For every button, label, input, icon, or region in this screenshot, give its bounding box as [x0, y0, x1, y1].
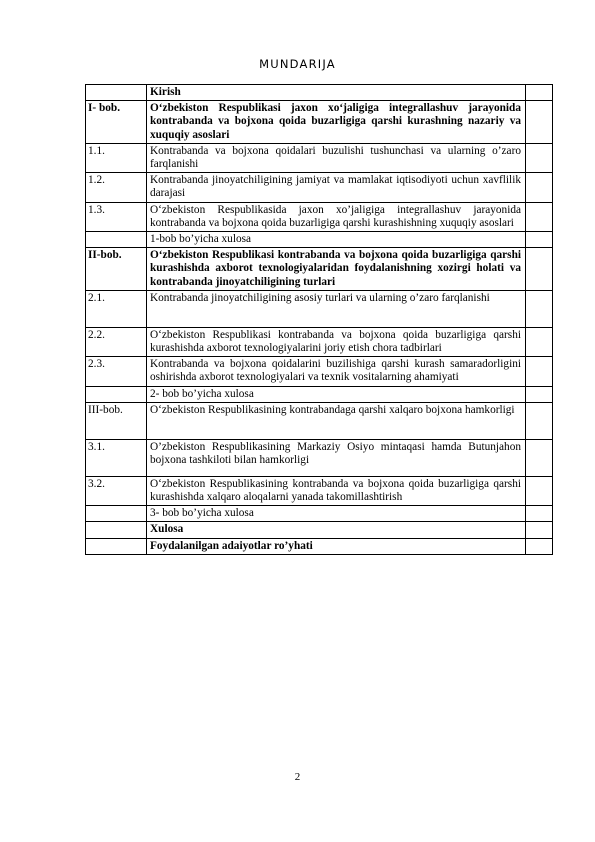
section-page	[526, 402, 553, 439]
section-title: O‘zbekiston Respublikasining kontrabanda va bojxona qoida buzarligiga qarshi kurashishda xalqaro aloqalarni yanada takomillashtirish	[147, 476, 526, 505]
section-number: 3.1.	[86, 439, 147, 476]
section-title: Xulosa	[147, 522, 526, 538]
section-title: 3- bob bo’yicha xulosa	[147, 506, 526, 522]
section-title: Kirish	[147, 85, 526, 101]
section-number: 1.3.	[86, 202, 147, 231]
table-row	[86, 439, 553, 476]
section-title: O‘zbekiston Respublikasida jaxon xo’jaligiga integrallashuv jarayonida kontrabanda va bojxona qoida buzarligiga qarshi kurashishning xuquqiy asoslari	[147, 202, 526, 231]
section-number: 1.2.	[86, 173, 147, 202]
section-number	[86, 538, 147, 554]
section-number: II-bob.	[86, 248, 147, 291]
table-row	[86, 101, 553, 144]
section-title: O‘zbekiston Respublikasi kontrabanda va bojxona qoida buzarligiga qarshi kurashishda axborot texnologiyalarini joriy etish chora tadbirlari	[147, 327, 526, 356]
section-number: I- bob.	[86, 101, 147, 144]
section-title: 2- bob bo’yicha xulosa	[147, 386, 526, 402]
section-number	[86, 232, 147, 248]
table-row	[86, 202, 553, 231]
table-row	[86, 522, 553, 538]
page-title: MUNDARIJA	[259, 57, 336, 71]
contents-table	[85, 84, 553, 555]
section-number: 3.2.	[86, 476, 147, 505]
table-row	[86, 357, 553, 386]
section-title: O‘zbekiston Respublikasi jaxon xo‘jaligiga integrallashuv jarayonida kontrabanda va bojxona qoida buzarligiga qarshi kurashning nazariy va xuquqiy asoslari	[147, 101, 526, 144]
section-page	[526, 506, 553, 522]
section-number: 2.1.	[86, 290, 147, 327]
section-page	[526, 173, 553, 202]
section-number: III-bob.	[86, 402, 147, 439]
table-row	[86, 402, 553, 439]
table-row	[86, 143, 553, 172]
section-page	[526, 232, 553, 248]
section-title: O’zbekiston Respublikasining Markaziy Osiyo mintaqasi hamda Butunjahon bojxona tashkiloti bilan hamkorligi	[147, 439, 526, 476]
section-page	[526, 202, 553, 231]
section-title: O‘zbekiston Respublikasining kontrabandaga qarshi xalqaro bojxona hamkorligi	[147, 402, 526, 439]
section-number: 2.2.	[86, 327, 147, 356]
page-number: 2	[294, 771, 301, 783]
section-page	[526, 538, 553, 554]
section-page	[526, 386, 553, 402]
section-page	[526, 439, 553, 476]
section-page	[526, 101, 553, 144]
section-page	[526, 327, 553, 356]
section-page	[526, 476, 553, 505]
section-title: O‘zbekiston Respublikasi kontrabanda va bojxona qoida buzarligiga qarshi kurashishda axborot texnologiyalaridan foydalanishning xozirgi holati va kontrabanda jinoyatchiligining turlari	[147, 248, 526, 291]
table-row	[86, 173, 553, 202]
section-title: Kontrabanda va bojxona qoidalarini buzilishiga qarshi kurash samaradorligini oshirishda axborot texnologiyalari va texnik vositalarning ahamiyati	[147, 357, 526, 386]
table-row	[86, 248, 553, 291]
section-page	[526, 290, 553, 327]
section-page	[526, 85, 553, 101]
table-row	[86, 476, 553, 505]
table-row	[86, 506, 553, 522]
section-title: 1-bob bo’yicha xulosa	[147, 232, 526, 248]
section-title: Kontrabanda jinoyatchiligining asosiy turlari va ularning o’zaro farqlanishi	[147, 290, 526, 327]
contents-table-body	[86, 85, 553, 555]
table-row	[86, 232, 553, 248]
section-number	[86, 506, 147, 522]
section-number	[86, 522, 147, 538]
section-page	[526, 357, 553, 386]
section-title: Kontrabanda jinoyatchiligining jamiyat va mamlakat iqtisodiyoti uchun xavflilik darajasi	[147, 173, 526, 202]
table-row	[86, 538, 553, 554]
section-page	[526, 522, 553, 538]
table-row	[86, 386, 553, 402]
section-number: 2.3.	[86, 357, 147, 386]
section-page	[526, 248, 553, 291]
section-title: Kontrabanda va bojxona qoidalari buzulishi tushunchasi va ularning o’zaro farqlanishi	[147, 143, 526, 172]
section-number	[86, 386, 147, 402]
section-page	[526, 143, 553, 172]
table-row	[86, 85, 553, 101]
table-row	[86, 327, 553, 356]
section-number	[86, 85, 147, 101]
section-number: 1.1.	[86, 143, 147, 172]
section-title: Foydalanilgan adaiyotlar ro’yhati	[147, 538, 526, 554]
table-row	[86, 290, 553, 327]
